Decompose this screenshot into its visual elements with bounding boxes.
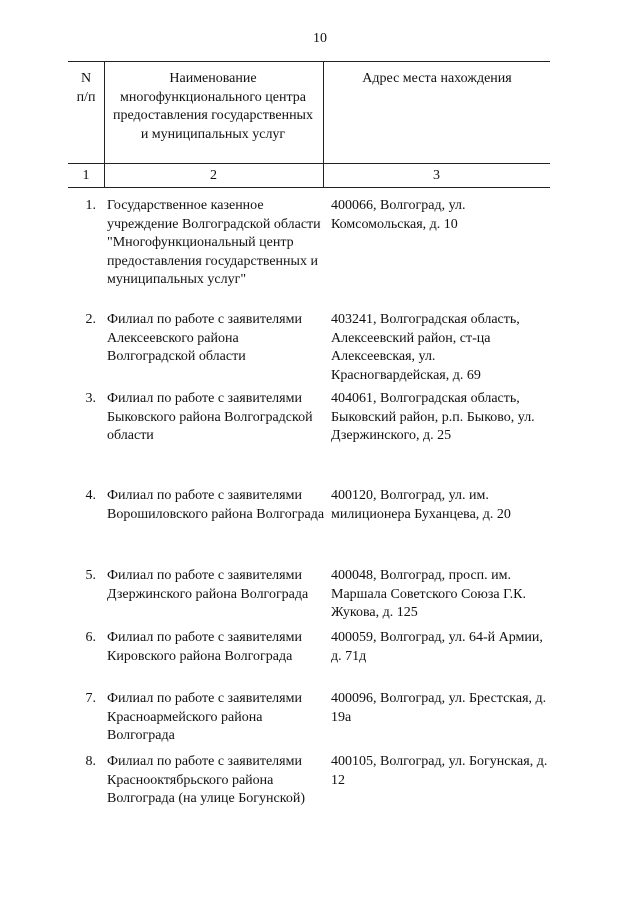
center-name: Филиал по работе с заявителями Красноармейского района Волгограда xyxy=(107,691,302,743)
row-number: 2. xyxy=(85,312,96,327)
center-name: Филиал по работе с заявителями Алексеевского района Волгоградской области xyxy=(107,312,302,364)
center-address: 400096, Волгоград, ул. Брестская, д. 19а xyxy=(331,691,547,725)
row-number: 5. xyxy=(85,568,96,583)
table-top-border xyxy=(68,61,550,62)
row-number: 8. xyxy=(85,754,96,769)
center-name: Филиал по работе с заявителями Краснооктябрьского района Волгограда (на улице Богунской) xyxy=(107,754,305,806)
row-number: 7. xyxy=(85,691,96,706)
header-divider xyxy=(68,163,550,164)
row-number: 1. xyxy=(85,198,96,213)
center-name: Филиал по работе с заявителями Дзержинского района Волгограда xyxy=(107,568,309,602)
page-number: 10 xyxy=(313,31,327,46)
center-address: 400066, Волгоград, ул. Комсомольская, д. 10 xyxy=(331,198,466,232)
header-col-name: Наименование многофункционального центра предоставления государственных и муниципальных услуг xyxy=(113,71,313,142)
center-address: 400059, Волгоград, ул. 64-й Армии, д. 71д xyxy=(331,630,543,664)
center-name: Государственное казенное учреждение Волгоградской области "Многофункциональный центр предоставления государственных и муниципальных услуг" xyxy=(107,198,321,287)
center-address: 400048, Волгоград, просп. им. Маршала Советского Союза Г.К. Жукова, д. 125 xyxy=(331,568,526,620)
row-number: 3. xyxy=(85,391,96,406)
center-address: 403241, Волгоградская область, Алексеевский район, ст-ца Алексеевская, ул. Красногвардейская, д. 69 xyxy=(331,312,520,383)
column-number-1: 1 xyxy=(82,168,90,183)
column-number-2: 2 xyxy=(210,168,217,183)
column-number-3: 3 xyxy=(433,168,440,183)
header-col-address: Адрес места нахождения xyxy=(362,71,512,86)
column-number-divider xyxy=(68,187,550,188)
center-address: 404061, Волгоградская область, Быковский район, р.п. Быково, ул. Дзержинского, д. 25 xyxy=(331,391,535,443)
center-name: Филиал по работе с заявителями Быковского района Волгоградской области xyxy=(107,391,313,443)
center-name: Филиал по работе с заявителями Кировского района Волгограда xyxy=(107,630,302,664)
header-col-number: N п/п xyxy=(76,71,96,105)
row-number: 4. xyxy=(85,488,96,503)
center-name: Филиал по работе с заявителями Ворошиловского района Волгограда xyxy=(107,488,325,522)
center-address: 400105, Волгоград, ул. Богунская, д. 12 xyxy=(331,754,548,788)
center-address: 400120, Волгоград, ул. им. милиционера Буханцева, д. 20 xyxy=(331,488,511,522)
row-number: 6. xyxy=(85,630,96,645)
